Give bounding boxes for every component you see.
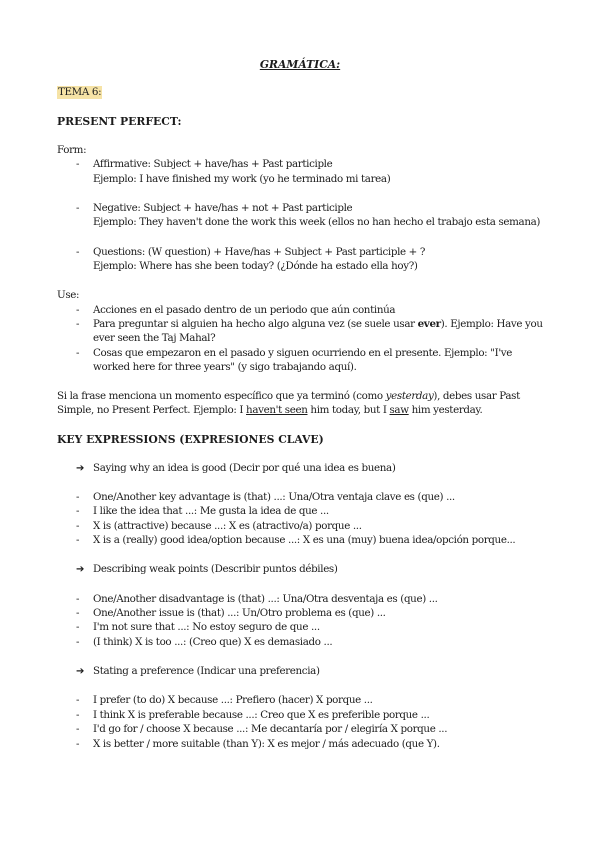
use-item-2-text-b: ). Ejemplo: Have you (440, 318, 543, 330)
use-item-3: Cosas que empezaron en el pasado y siguen ocurriendo en el presente. Ejemplo: "I've (93, 347, 513, 359)
list-dash: - (76, 593, 80, 605)
form-questions-example: Ejemplo: Where has she been today? (¿Dónde ha estado ella hoy?) (93, 260, 418, 272)
note-line-1 (57, 390, 520, 403)
use-item-2-ever: ever (417, 318, 441, 330)
list-dash: - (76, 505, 80, 517)
arrow-right-icon: ➔ (76, 564, 85, 575)
form-label: Form: (57, 144, 87, 156)
present-perfect-heading: PRESENT PERFECT: (57, 115, 182, 128)
arrow-right-icon: ➔ (76, 666, 85, 677)
list-dash: - (76, 158, 80, 170)
page-title: GRAMÁTICA: (259, 58, 341, 71)
form-affirmative-example: Ejemplo: I have finished my work (yo he terminado mi tarea) (93, 173, 391, 185)
note-text-d: him today, but I (307, 404, 390, 416)
use-item-2 (93, 318, 543, 331)
list-dash: - (76, 607, 80, 619)
list-dash: - (76, 304, 80, 316)
list-dash: - (76, 621, 80, 633)
list-item: I'm not sure that ...: No estoy seguro de que ... (93, 621, 320, 633)
use-item-2-text-a: Para preguntar si alguien ha hecho algo alguna vez (se suele usar (93, 318, 418, 330)
list-item: I like the idea that ...: Me gusta la idea de que ... (93, 505, 329, 517)
use-item-3-cont: worked here for three years" (y sigo trabajando aquí). (93, 361, 357, 373)
list-dash: - (76, 491, 80, 503)
list-item: One/Another key advantage is (that) ...: Una/Otra ventaja clave es (que) ... (93, 491, 455, 503)
note-text-c: Simple, no Present Perfect. Ejemplo: I (57, 404, 247, 416)
list-item: I'd go for / choose X because ...: Me decantaría por / elegiría X porque ... (93, 723, 448, 735)
list-item: One/Another issue is (that) ...: Un/Otro problema es (que) ... (93, 607, 386, 619)
list-item: I think X is preferable because ...: Creo que X es preferible porque ... (93, 709, 430, 721)
use-label: Use: (57, 289, 80, 301)
note-line-2 (57, 404, 482, 417)
section-title-preference: Stating a preference (Indicar una preferencia) (93, 665, 320, 677)
list-dash: - (76, 534, 80, 546)
use-item-1: Acciones en el pasado dentro de un periodo que aún continúa (93, 304, 396, 316)
list-dash: - (76, 723, 80, 735)
list-item: (I think) X is too ...: (Creo que) X es demasiado ... (93, 636, 333, 648)
note-havent-seen: haven't seen (246, 404, 308, 416)
form-negative: Negative: Subject + have/has + not + Past participle (93, 202, 353, 214)
section-title-weak: Describing weak points (Describir puntos débiles) (93, 563, 338, 575)
list-dash: - (76, 694, 80, 706)
arrow-right-icon: ➔ (76, 463, 85, 474)
form-affirmative: Affirmative: Subject + have/has + Past participle (93, 158, 333, 170)
list-dash: - (76, 318, 80, 330)
key-expressions-heading: KEY EXPRESSIONS (EXPRESIONES CLAVE) (57, 433, 324, 446)
form-questions: Questions: (W question) + Have/has + Subject + Past participle + ? (93, 246, 426, 258)
list-dash: - (76, 246, 80, 258)
note-text-a: Si la frase menciona un momento específico que ya terminó (como (57, 390, 386, 402)
note-saw: saw (389, 404, 409, 416)
note-yesterday: yesterday (385, 390, 434, 402)
list-dash: - (76, 738, 80, 750)
list-item: One/Another disadvantage is (that) ...: Una/Otra desventaja es (que) ... (93, 593, 438, 605)
list-dash: - (76, 520, 80, 532)
topic-label: TEMA 6: (58, 86, 102, 98)
list-item: X is better / more suitable (than Y): X es mejor / más adecuado (que Y). (93, 738, 440, 750)
list-item: X is (attractive) because ...: X es (atractivo/a) porque ... (93, 520, 362, 532)
note-text-e: him yesterday. (408, 404, 483, 416)
form-negative-example: Ejemplo: They haven't done the work this week (ellos no han hecho el trabajo esta semana) (93, 216, 541, 228)
list-dash: - (76, 202, 80, 214)
list-dash: - (76, 709, 80, 721)
list-dash: - (76, 636, 80, 648)
list-dash: - (76, 347, 80, 359)
list-item: I prefer (to do) X because ...: Prefiero (hacer) X porque ... (93, 694, 373, 706)
use-item-2-cont: ever seen the Taj Mahal? (93, 332, 216, 344)
note-text-b: ), debes usar Past (433, 390, 520, 402)
list-item: X is a (really) good idea/option because ...: X es una (muy) buena idea/opción porque... (93, 534, 516, 546)
section-title-good: Saying why an idea is good (Decir por qué una idea es buena) (93, 462, 396, 474)
